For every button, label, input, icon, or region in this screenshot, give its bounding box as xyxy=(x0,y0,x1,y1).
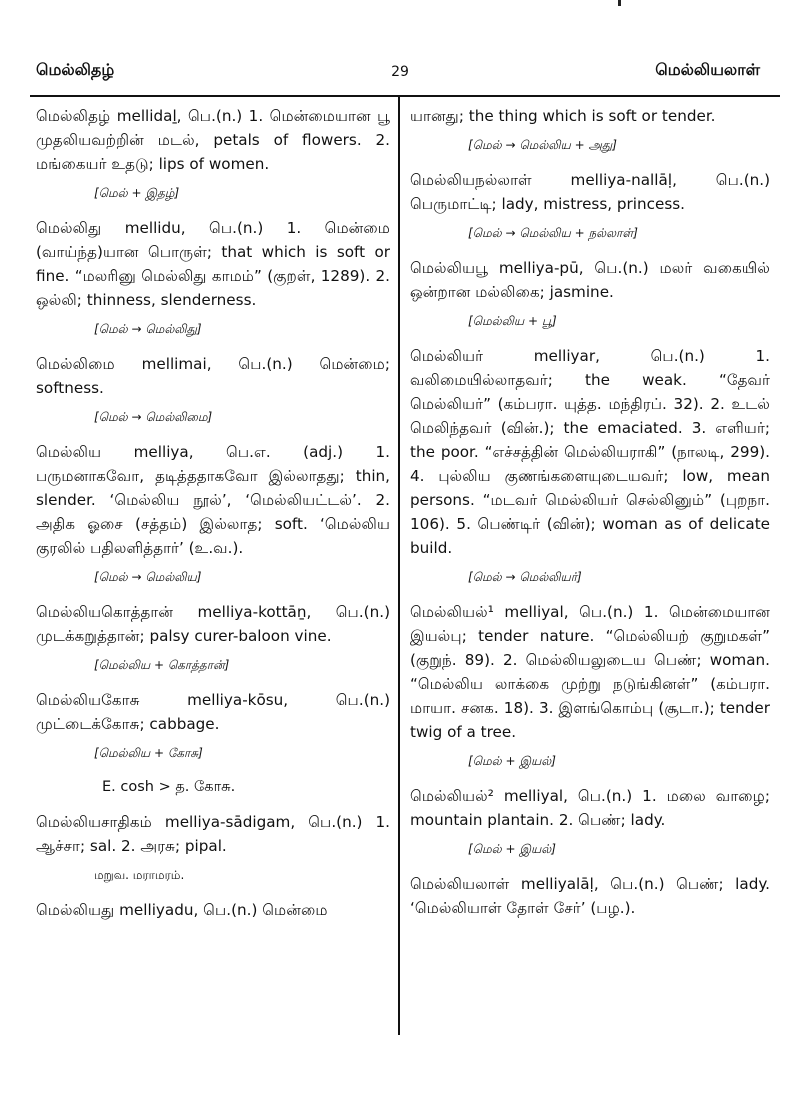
entry-melliya: மெல்லிய melliya, பெ.எ. (adj.) 1. பருமனாகவோ, தடித்ததாகவோ இல்லாதது; thin, slender. ‘மெல்லிய நூல்’, ‘மெல்லியட்டல்’. 2. அதிக ஓசை (சத்தம்) இல்லாத; soft. ‘மெல்லிய குரலில் பதிலளித்தார்’ (உ.வ.). xyxy=(36,443,390,557)
loanword-note: E. cosh > த. கோசு. xyxy=(102,779,236,795)
left-guideword: மெல்லிதழ் xyxy=(36,60,115,79)
etymology: [மெல் → மெல்லிய + அது] xyxy=(468,138,617,152)
etymology: [மெல் → மெல்லிய + நல்லாள்] xyxy=(468,226,638,240)
entry-melliyalal: மெல்லியலாள் melliyalāḷ, பெ.(n.) பெண்; lady. ‘மெல்லியாள் தோள் சேர்’ (பழ.). xyxy=(410,875,770,917)
entry-melliyar: மெல்லியர் melliyar, பெ.(n.) 1. வலிமையில்லாதவர்; the weak. “தேவர் மெல்லியர்” (கம்பரா. யுத்த. மந்திரப். 32). 2. உடல் மெலிந்தவர் (வின்.); the emaciated. 3. எளியர்; the poor. “எச்சத்தின் மெல்லியராகி” (நாலடி, 299). 4. புல்லிய குணங்களையுடையவர்; low, mean persons. “மடவர் மெல்லியர் செல்லினும்” (புறநா. 106). 5. பெண்டிர் (வின்); woman as of delicate build. xyxy=(410,347,770,557)
etymology: [மெல் + இயல்] xyxy=(468,842,556,856)
entry-melliyadu: மெல்லியது melliyadu, பெ.(n.) மென்மை xyxy=(36,901,328,919)
etymology: [மெல் → மெல்லிது] xyxy=(94,322,202,336)
etymology: [மெல் → மெல்லியர்] xyxy=(468,570,582,584)
entry-melliyal-2: மெல்லியல்² melliyal, பெ.(n.) 1. மலை வாழை; mountain plantain. 2. பெண்; lady. xyxy=(410,787,770,829)
entry-melliya-kosu: மெல்லியகோசு melliya-kōsu, பெ.(n.) முட்டைக்கோசு; cabbage. xyxy=(36,691,390,733)
right-column xyxy=(410,104,770,928)
entry-melliyal-1: மெல்லியல்¹ melliyal, பெ.(n.) 1. மென்மையான இயல்பு; tender nature. “மெல்லியற் குறுமகள்” (குறுந். 89). 2. மெல்லியலுடைய பெண்; woman. “மெல்லிய லாக்கை முற்று நடுங்கினள்” (கம்பரா. மாயா. சனக. 18). 3. இளங்கொம்பு (சூடா.); tender twig of a tree. xyxy=(410,603,770,741)
entry-mellidazh: மெல்லிதழ் mellidaḻ, பெ.(n.) 1. மென்மையான பூ முதலியவற்றின் மடல், petals of flowers. 2. மங்கையர் உதடு; lips of women. xyxy=(36,107,390,173)
etymology: [மெல் → மெல்லிய] xyxy=(94,570,202,584)
entry-melliya-sadigam: மெல்லியசாதிகம் melliya-sādigam, பெ.(n.) 1. ஆச்சா; sal. 2. அரசு; pipal. xyxy=(36,813,390,855)
etymology: [மெல்லிய + கொத்தான்] xyxy=(94,658,230,672)
etymology: [மெல்லிய + பூ] xyxy=(468,314,557,328)
right-guideword: மெல்லியலாள் xyxy=(655,60,760,79)
column-divider xyxy=(398,97,400,1035)
entry-melliyadu-continued: யானது; the thing which is soft or tender. xyxy=(410,107,716,125)
entry-mellimai: மெல்லிமை mellimai, பெ.(n.) மென்மை; softness. xyxy=(36,355,390,397)
entry-mellidu: மெல்லிது mellidu, பெ.(n.) 1. மென்மை (வாய்ந்த)யான பொருள்; that which is soft or fine. “மலரினு மெல்லிது காமம்” (குறள், 1289). 2. ஒல்லி; thinness, slenderness. xyxy=(36,219,390,309)
etymology: [மெல் + இயல்] xyxy=(468,754,556,768)
etymology: [மெல்லிய + கோசு] xyxy=(94,746,203,760)
header-rule xyxy=(30,95,780,97)
etymology: [மெல் → மெல்லிமை] xyxy=(94,410,213,424)
entry-melliya-nallal: மெல்லியநல்லாள் melliya-nallāḷ, பெ.(n.) பெருமாட்டி; lady, mistress, princess. xyxy=(410,171,770,213)
entry-melliya-kottan: மெல்லியகொத்தான் melliya-kottāṉ, பெ.(n.) முடக்கறுத்தான்; palsy curer-baloon vine. xyxy=(36,603,390,645)
page-number: 29 xyxy=(391,64,409,80)
entry-melliya-pu: மெல்லியபூ melliya-pū, பெ.(n.) மலர் வகையில் ஒன்றான மல்லிகை; jasmine. xyxy=(410,259,770,301)
etymology: [மெல் + இதழ்] xyxy=(94,186,180,200)
synonym-note: மறுவ. மராமரம். xyxy=(94,868,185,882)
ink-mark xyxy=(618,0,621,6)
left-column xyxy=(36,104,390,930)
